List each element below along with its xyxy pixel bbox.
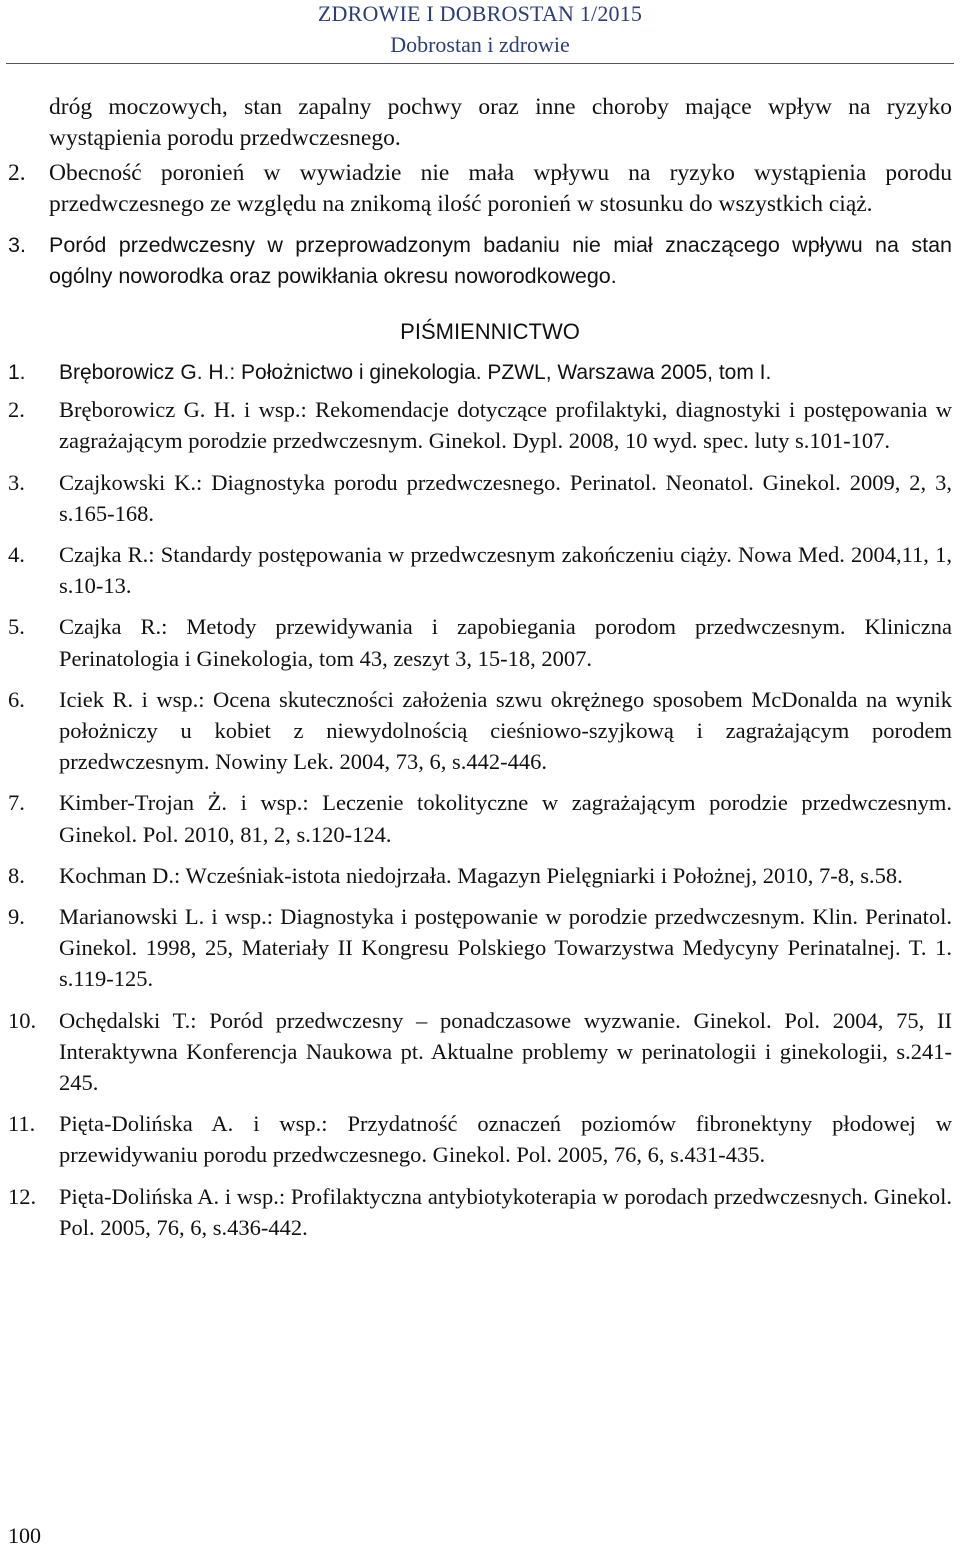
reference-text: Czajka R.: Standardy postępowania w przedwczesnym zakończeniu ciąży. Nowa Med. 2004,11, 1, s.10-13.: [59, 542, 952, 599]
reference-item: [8, 611, 952, 673]
reference-number: 4.: [8, 542, 25, 568]
reference-number: 7.: [8, 790, 25, 816]
reference-item: [8, 1108, 952, 1170]
reference-text: Bręborowicz G. H.: Położnictwo i ginekologia. PZWL, Warszawa 2005, tom I.: [59, 361, 772, 384]
reference-item: [8, 539, 952, 601]
reference-text: Czajka R.: Metody przewidywania i zapobiegania porodom przedwczesnym. Kliniczna Perinatologia i Ginekologia, tom 43, zeszyt 3, 15-18, 2007.: [59, 614, 952, 671]
reference-number: 9.: [8, 904, 25, 930]
reference-text: Kochman D.: Wcześniak-istota niedojrzała. Magazyn Pielęgniarki i Położnej, 2010, 7-8, s.58.: [59, 862, 903, 888]
running-header: [0, 0, 960, 59]
reference-text: Pięta-Dolińska A. i wsp.: Profilaktyczna antybiotykoterapia w porodach przedwczesnych. Ginekol. Pol. 2005, 76, 6, s.436-442.: [59, 1183, 952, 1240]
conclusion-number: 2.: [8, 160, 26, 186]
reference-number: 6.: [8, 686, 25, 712]
reference-text: Pięta-Dolińska A. i wsp.: Przydatność oznaczeń poziomów fibronektyny płodowej w przewidywaniu porodu przedwczesnego. Ginekol. Pol. 2005, 76, 6, s.431-435.: [59, 1111, 952, 1168]
reference-number: 11.: [8, 1111, 36, 1137]
header-divider: [6, 63, 954, 64]
reference-item: [8, 357, 952, 388]
reference-item: [8, 787, 952, 849]
article-content: [8, 92, 952, 1253]
reference-number: 8.: [8, 862, 25, 888]
reference-text: Iciek R. i wsp.: Ocena skuteczności założenia szwu okrężnego sposobem McDonalda na wynik położniczy u kobiet z niewydolnością cieśniowo-szyjkową i zagrażającym porodem przedwczesnym. Nowiny Lek. 2004, 73, 6, s.442-446.: [59, 686, 952, 775]
conclusion-text: Obecność poronień w wywiadzie nie mała wpływu na ryzyko wystąpienia porodu przedwczesnego ze względu na znikomą ilość poronień w stosunku do wszystkich ciąż.: [49, 160, 952, 217]
journal-title: [0, 0, 960, 28]
reference-number: 5.: [8, 614, 25, 640]
page-number: 100: [8, 1523, 41, 1548]
section-title: Dobrostan i zdrowie: [390, 32, 570, 57]
journal-title-rest: DROWIE I DOBROSTAN: [331, 1, 575, 26]
conclusion-item: [8, 158, 952, 220]
conclusion-item: [8, 230, 952, 292]
reference-item: [8, 467, 952, 529]
reference-number: 10.: [8, 1007, 37, 1033]
reference-item: [8, 1005, 952, 1099]
continued-paragraph: [8, 92, 952, 154]
reference-text: Bręborowicz G. H. i wsp.: Rekomendacje dotyczące profilaktyki, diagnostyki i postępowania w zagrażającym porodzie przedwczesnym. Ginekol. Dypl. 2008, 10 wyd. spec. luty s.101-107.: [59, 397, 952, 454]
reference-item: [8, 394, 952, 456]
reference-number: 12.: [8, 1183, 37, 1209]
references-heading: PIŚMIENNICTWO: [400, 319, 580, 344]
conclusion-text: Poród przedwczesny w przeprowadzonym badaniu nie miał znaczącego wpływu na stan ogólny noworodka oraz powikłania okresu noworodkowego.: [49, 233, 952, 288]
conclusion-number: 3.: [8, 233, 26, 257]
reference-text: Kimber-Trojan Ż. i wsp.: Leczenie tokolityczne w zagrażającym porodzie przedwczesnym. Ginekol. Pol. 2010, 81, 2, s.120-124.: [59, 790, 952, 847]
journal-title-initial: Z: [317, 1, 332, 26]
reference-item: [8, 860, 952, 891]
reference-number: 3.: [8, 469, 25, 495]
reference-text: Ochędalski T.: Poród przedwczesny – ponadczasowe wyzwanie. Ginekol. Pol. 2004, 75, II Interaktywna Konferencja Naukowa pt. Aktualne problemy w perinatologii i ginekologii, s.241-245.: [59, 1007, 952, 1096]
reference-text: Marianowski L. i wsp.: Diagnostyka i postępowanie w porodzie przedwczesnym. Klin. Perinatol. Ginekol. 1998, 25, Materiały II Kongresu Polskiego Towarzystwa Medycyny Perinatalnej. T. 1. s.119-125.: [59, 904, 952, 992]
continuation-text: dróg moczowych, stan zapalny pochwy oraz inne choroby mające wpływ na ryzyko wystąpienia porodu przedwczesnego.: [49, 94, 952, 151]
reference-text: Czajkowski K.: Diagnostyka porodu przedwczesnego. Perinatol. Neonatol. Ginekol. 2009, 2, 3, s.165-168.: [59, 469, 952, 526]
reference-number: 2.: [8, 397, 25, 423]
journal-issue: 1/2015: [579, 1, 643, 26]
reference-item: [8, 684, 952, 778]
reference-item: [8, 901, 952, 995]
reference-list: [8, 357, 952, 1243]
reference-number: 1.: [8, 361, 26, 384]
reference-item: [8, 1181, 952, 1243]
